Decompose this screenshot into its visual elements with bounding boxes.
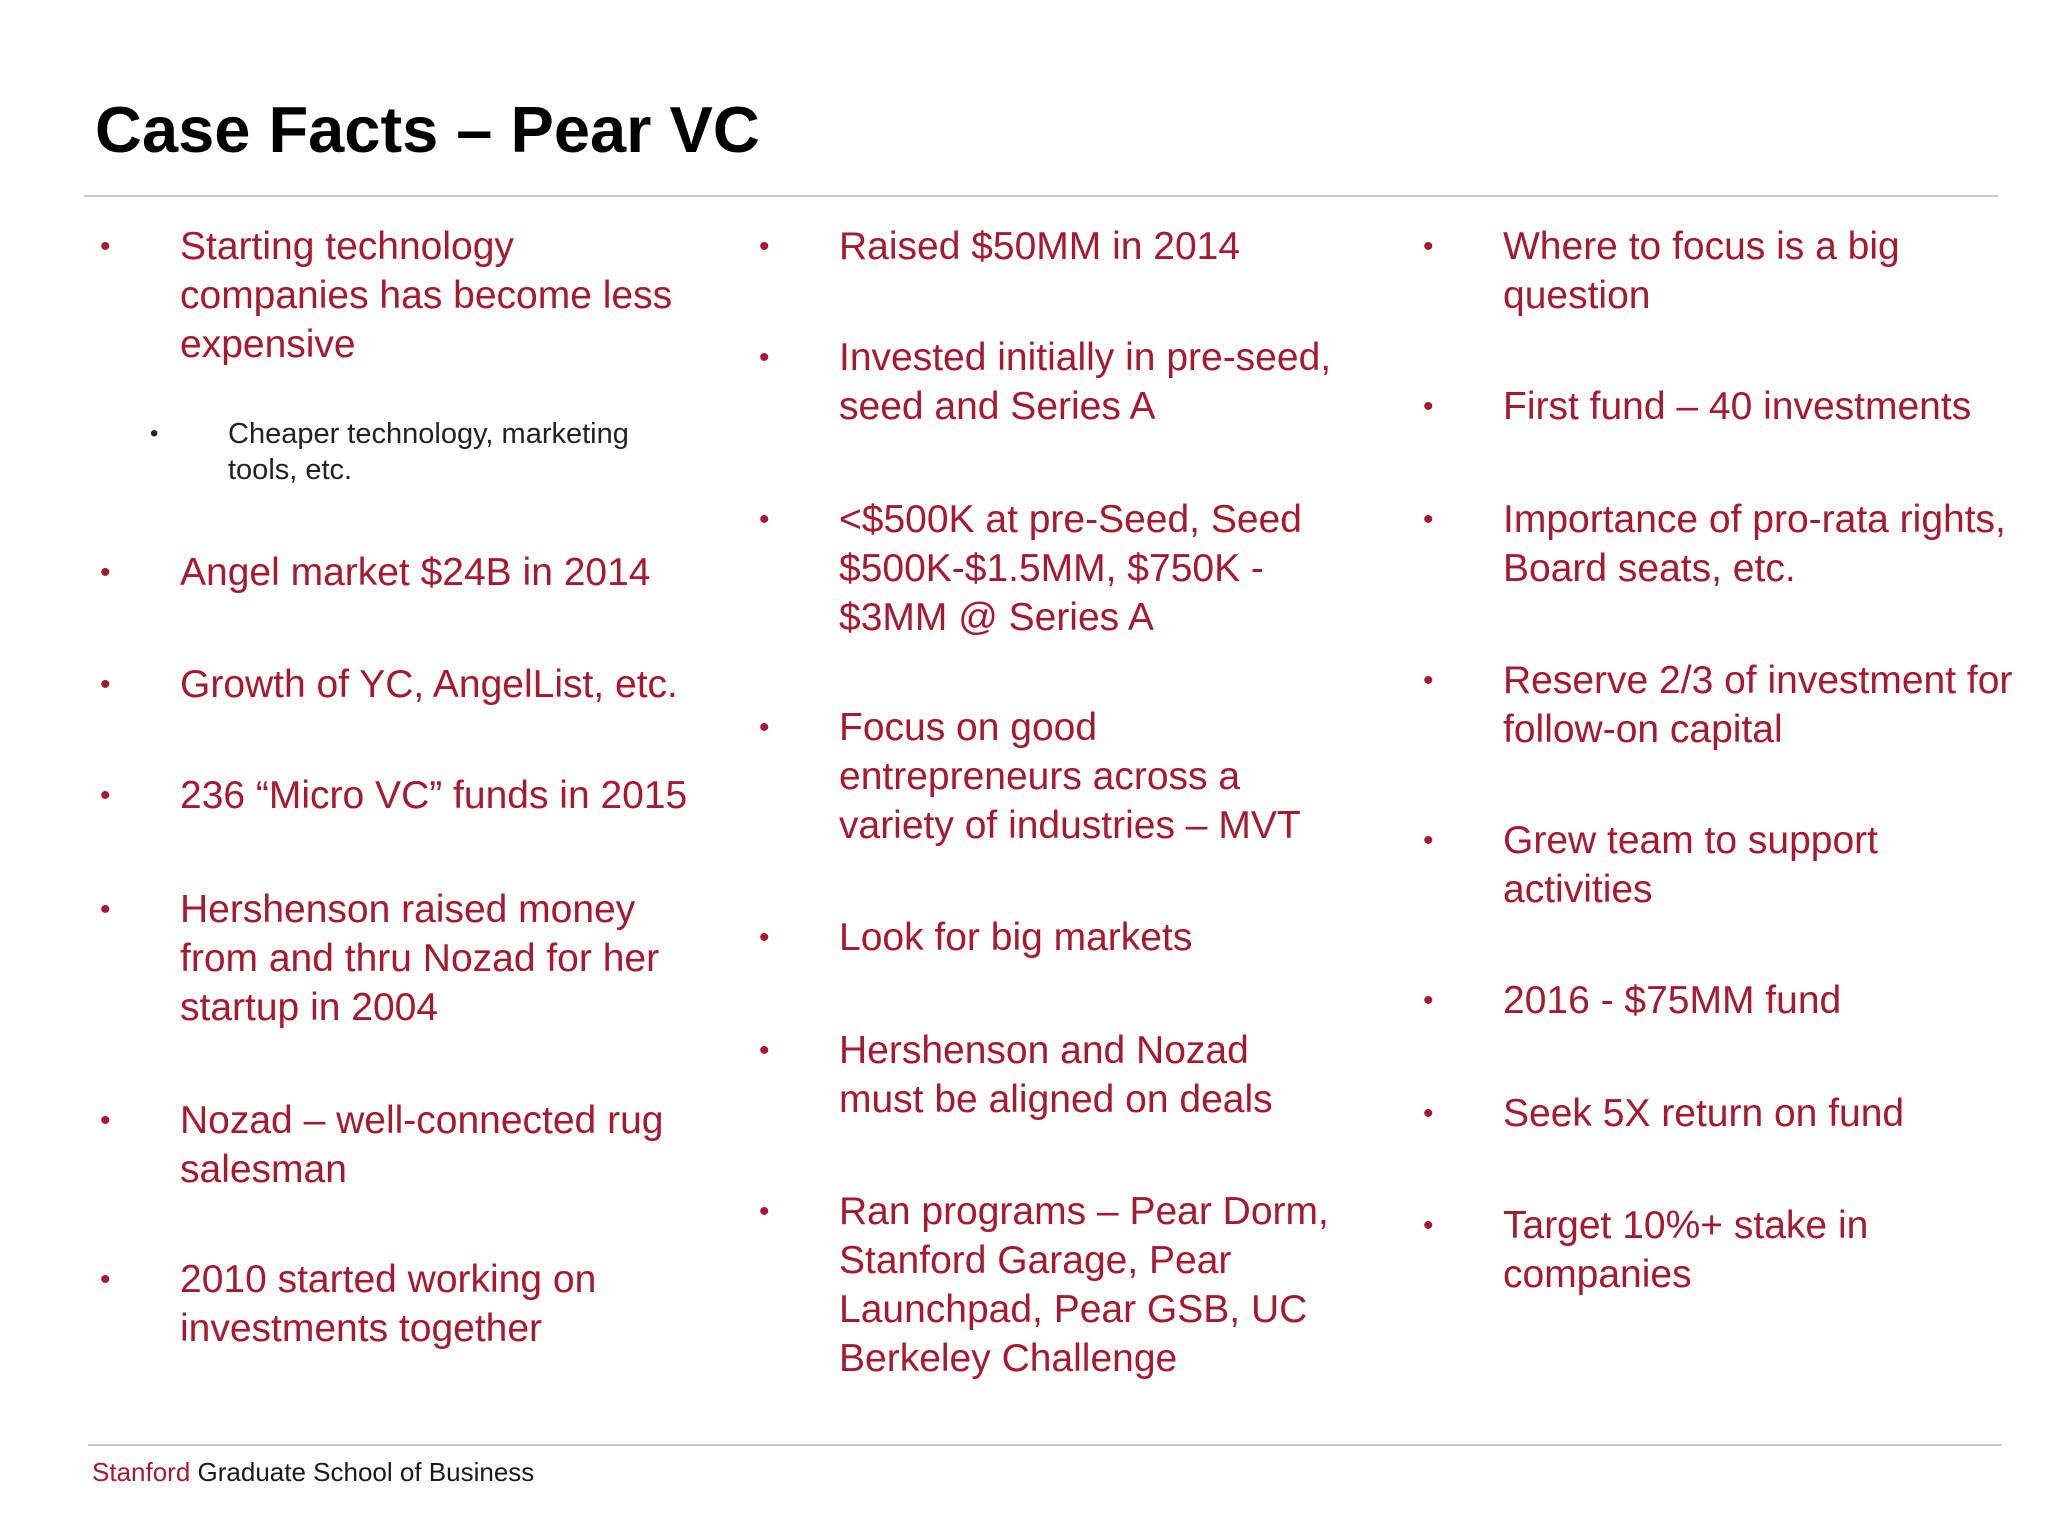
bullet-marker: • bbox=[1423, 664, 1434, 697]
bullet-text-line: Look for big markets bbox=[839, 916, 1193, 959]
bullet-text-line: 236 “Micro VC” funds in 2015 bbox=[180, 774, 688, 817]
bullet-marker: • bbox=[1423, 503, 1434, 536]
bullet-text-line: Starting technology bbox=[180, 225, 514, 268]
bullet-marker: • bbox=[759, 1195, 770, 1228]
bullet-text-line: must be aligned on deals bbox=[839, 1078, 1273, 1121]
bullet-text-line: Nozad – well-connected rug bbox=[180, 1099, 664, 1142]
bullet-text-line: 2010 started working on bbox=[180, 1258, 597, 1301]
bullet-text-line: 2016 - $75MM fund bbox=[1503, 979, 1842, 1022]
bullet-text-line: Where to focus is a big bbox=[1503, 225, 1900, 268]
bullet-text-line: Focus on good bbox=[839, 706, 1098, 749]
bullet-text-line: investments together bbox=[180, 1307, 543, 1350]
bullet-marker: • bbox=[1423, 1097, 1434, 1130]
bullet-text-line: $500K-$1.5MM, $750K - bbox=[839, 547, 1264, 590]
bullet-text-line: Cheaper technology, marketing bbox=[228, 418, 629, 450]
bullet-text-line: Target 10%+ stake in bbox=[1503, 1204, 1869, 1247]
bullet-marker: • bbox=[759, 230, 770, 263]
bullet-text-line: First fund – 40 investments bbox=[1503, 385, 1972, 428]
bullet-text-line: follow-on capital bbox=[1503, 708, 1783, 751]
bullet-marker: • bbox=[150, 420, 159, 447]
title-divider bbox=[84, 195, 1998, 197]
bullet-text-line: Hershenson and Nozad bbox=[839, 1029, 1249, 1072]
bullet-marker: • bbox=[100, 1104, 111, 1137]
bullet-marker: • bbox=[100, 893, 111, 926]
footer-brand: Stanford bbox=[92, 1457, 191, 1487]
bullet-text-line: Reserve 2/3 of investment for bbox=[1503, 659, 2013, 702]
bullet-text-line: Invested initially in pre-seed, bbox=[839, 336, 1332, 379]
bullet-text-line: Ran programs – Pear Dorm, bbox=[839, 1190, 1329, 1233]
bullet-text-line: seed and Series A bbox=[839, 385, 1156, 428]
bullet-text-line: entrepreneurs across a bbox=[839, 755, 1241, 798]
slide-title: Case Facts – Pear VC bbox=[95, 93, 760, 166]
bullet-text-line: companies has become less bbox=[180, 274, 673, 317]
bullet-marker: • bbox=[759, 503, 770, 536]
bullet-text-line: Angel market $24B in 2014 bbox=[180, 551, 651, 594]
bullet-text-line: companies bbox=[1503, 1253, 1692, 1296]
bullet-text-line: Stanford Garage, Pear bbox=[839, 1239, 1232, 1282]
bullet-marker: • bbox=[1423, 824, 1434, 857]
bullet-text-line: from and thru Nozad for her bbox=[180, 937, 660, 980]
bullet-text-line: Grew team to support bbox=[1503, 819, 1878, 862]
bullet-marker: • bbox=[100, 779, 111, 812]
bullet-text-line: <$500K at pre-Seed, Seed bbox=[839, 498, 1302, 541]
footer-divider bbox=[88, 1444, 2002, 1446]
footer-school-name: Graduate School of Business bbox=[190, 1457, 535, 1487]
bullet-text-line: Berkeley Challenge bbox=[839, 1337, 1178, 1380]
bullet-text-line: Growth of YC, AngelList, etc. bbox=[180, 663, 678, 706]
bullet-marker: • bbox=[1423, 390, 1434, 423]
bullet-text-line: expensive bbox=[180, 323, 356, 366]
bullet-marker: • bbox=[100, 230, 111, 263]
bullet-text-line: salesman bbox=[180, 1148, 347, 1191]
bullet-marker: • bbox=[759, 921, 770, 954]
bullet-marker: • bbox=[1423, 984, 1434, 1017]
bullet-text-line: startup in 2004 bbox=[180, 986, 439, 1029]
bullet-marker: • bbox=[1423, 1209, 1434, 1242]
bullet-marker: • bbox=[1423, 230, 1434, 263]
bullet-text-line: Seek 5X return on fund bbox=[1503, 1092, 1905, 1135]
bullet-text-line: question bbox=[1503, 274, 1651, 317]
bullet-marker: • bbox=[100, 668, 111, 701]
footer bbox=[92, 1456, 534, 1488]
bullet-text-line: Hershenson raised money bbox=[180, 888, 636, 931]
bullet-text-line: variety of industries – MVT bbox=[839, 804, 1301, 847]
bullet-text-line: $3MM @ Series A bbox=[839, 596, 1154, 639]
bullet-marker: • bbox=[100, 1263, 111, 1296]
bullet-text-line: Importance of pro-rata rights, bbox=[1503, 498, 2006, 541]
bullet-marker: • bbox=[759, 711, 770, 744]
bullet-marker: • bbox=[100, 556, 111, 589]
bullet-marker: • bbox=[759, 1034, 770, 1067]
bullet-text-line: tools, etc. bbox=[228, 454, 353, 486]
bullet-text-line: activities bbox=[1503, 868, 1653, 911]
bullet-marker: • bbox=[759, 341, 770, 374]
bullet-text-line: Board seats, etc. bbox=[1503, 547, 1796, 590]
bullet-text-line: Raised $50MM in 2014 bbox=[839, 225, 1241, 268]
bullet-text-line: Launchpad, Pear GSB, UC bbox=[839, 1288, 1308, 1331]
